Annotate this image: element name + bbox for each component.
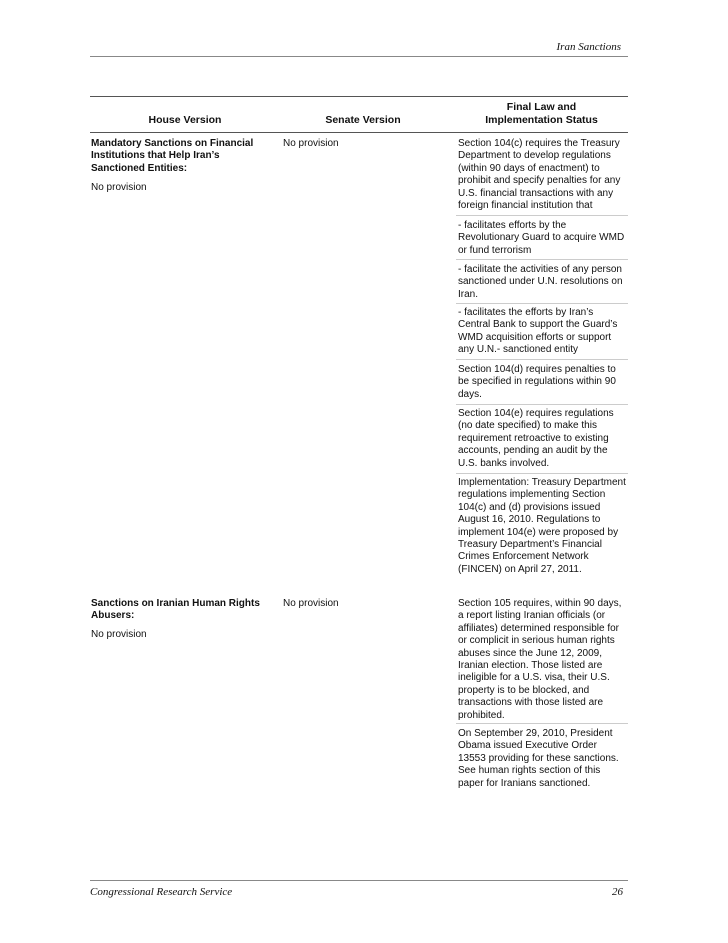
row1-house-cell xyxy=(91,138,267,201)
row1-final-p6: Section 104(e) requires regulations (no date specified) to make this requirement retroactive to existing accounts, pending an audit by the U.S. banks involved. xyxy=(458,408,614,469)
running-title: Iran Sanctions xyxy=(556,41,621,53)
row1-final-p3: - facilitate the activities of any person sanctioned under U.N. resolutions on Iran. xyxy=(458,264,623,300)
footer-rule xyxy=(90,880,628,881)
row1-final-p5: Section 104(d) requires penalties to be specified in regulations within 90 days. xyxy=(458,364,616,400)
table-header-rule xyxy=(90,132,628,133)
row2-house-cell xyxy=(91,598,267,648)
table-top-rule xyxy=(90,96,628,97)
row1-final-divider xyxy=(456,473,628,474)
row1-senate-cell xyxy=(283,138,443,157)
column-header-house: House Version xyxy=(148,114,222,126)
row2-final-p1: Section 105 requires, within 90 days, a report listing Iranian officials (or affiliates) determined responsible for or complicit in serious human rights abuses since the June 12, 2009, Iranian election. Those listed are ineligible for a U.S. visa, their U.S. property is to be blocked, and transactions with those listed are prohibited. xyxy=(458,598,622,721)
column-header-final-line2: Implementation Status xyxy=(485,114,598,126)
row1-final-p4: - facilitates the efforts by Iran’s Central Bank to support the Guard’s WMD acquisition efforts or support any U.N.- sanctioned entity xyxy=(458,307,618,356)
row1-final-divider xyxy=(456,303,628,304)
column-header-final xyxy=(455,101,628,127)
row2-senate-text: No provision xyxy=(283,598,339,609)
column-header-final-line1: Final Law and xyxy=(506,101,577,113)
row1-final-p2: - facilitates efforts by the Revolutionary Guard to acquire WMD or fund terrorism xyxy=(458,220,625,256)
row1-senate-text: No provision xyxy=(283,138,339,149)
row1-house-title: Mandatory Sanctions on Financial Institutions that Help Iran’s Sanctioned Entities: xyxy=(91,138,254,174)
row2-house-text: No provision xyxy=(91,629,147,641)
row1-final-p7: Implementation: Treasury Department regulations implementing Section 104(c) and (d) provisions issued August 16, 2010. Regulations to implement 104(e) were proposed by Treasury Department’s Financial Crimes Enforcement Network (FINCEN) on April 27, 2011. xyxy=(458,477,626,575)
column-header-senate: Senate Version xyxy=(325,114,401,126)
row1-final-divider xyxy=(456,359,628,360)
row2-senate-cell xyxy=(283,598,443,617)
page-number: 26 xyxy=(612,886,623,898)
row1-final-divider xyxy=(456,259,628,260)
row2-final-p2: On September 29, 2010, President Obama issued Executive Order 13553 providing for these sanctions. See human rights section of this paper for Iranians sanctioned. xyxy=(458,728,619,789)
row2-final-divider xyxy=(456,723,628,724)
row1-final-divider xyxy=(456,404,628,405)
row1-final-p1: Section 104(c) requires the Treasury Department to develop regulations (within 90 days of enactment) to prohibit and specify penalties for any U.S. financial transactions with any foreign financial institution that xyxy=(458,138,621,212)
header-rule xyxy=(90,56,628,57)
footer-publisher: Congressional Research Service xyxy=(90,886,233,898)
row1-house-text: No provision xyxy=(91,181,147,193)
row1-final-divider xyxy=(456,215,628,216)
row2-house-title: Sanctions on Iranian Human Rights Abusers: xyxy=(91,598,260,622)
